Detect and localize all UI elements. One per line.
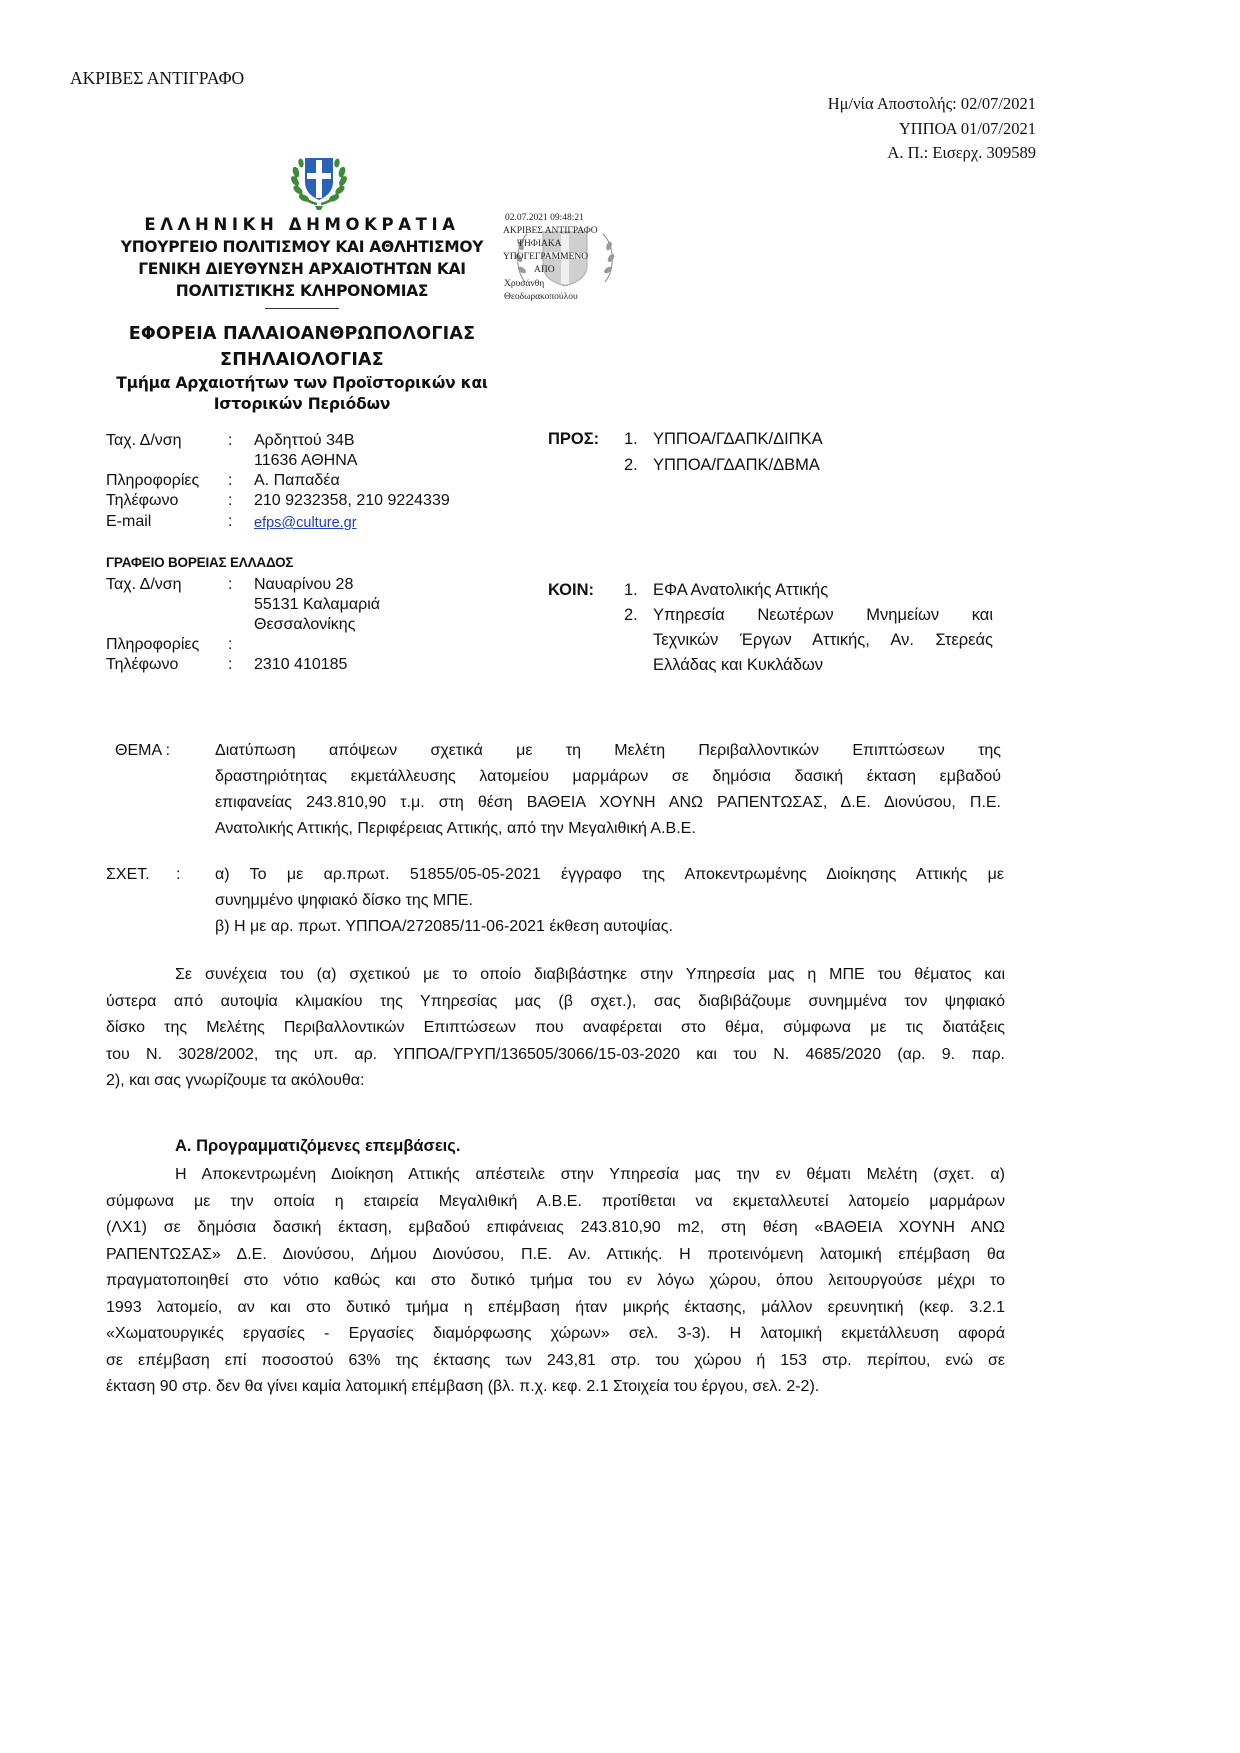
cc-number: 1. [624,581,638,599]
reference-text [215,862,1004,940]
paragraph-line: σύμφωνα με την οποία η εταιρεία Μεγαλιθική Α.Β.Ε. προτίθεται να εκμεταλλευτεί λατομείο μαρμάρων [106,1192,1005,1210]
paragraph-line: ΡΑΠΕΝΤΩΣΑΣ» Δ.Ε. Διονύσου, Δήμου Διονύσου, Π.Ε. Αν. Αττικής. Η προτεινόμενη λατομική επέμβαση θα [106,1245,1005,1263]
protocol-number: Α. Π.: Εισερχ. 309589 [887,143,1036,162]
section-a-title: Α. Προγραμματιζόμενες επεμβάσεις. [175,1137,461,1155]
colon: : [228,636,233,653]
reference-label: ΣΧΕΤ. [106,866,150,883]
ministry-name: ΥΠΟΥΡΓΕΙΟ ΠΟΛΙΤΙΣΜΟΥ ΚΑΙ ΑΘΛΗΤΙΣΜΟΥ [120,238,484,256]
republic-title: ΕΛΛΗΝΙΚΗ ΔΗΜΟΚΡΑΤΙΑ [144,215,460,234]
greek-emblem-icon [287,148,351,210]
reference-line: β) Η με αρ. πρωτ. ΥΠΠΟΑ/272085/11-06-2021 έκθεση αυτοψίας. [215,918,673,935]
header-divider [265,308,339,309]
address-line-1: Ναυαρίνου 28 [254,576,354,593]
ministry-date: ΥΠΠΟΑ 01/07/2021 [898,118,1036,138]
info-label: Πληροφορίες [106,472,200,489]
paragraph-line: 2), και σας γνωρίζουμε τα ακόλουθα: [106,1072,365,1089]
paragraph-line: 1993 λατομείο, αν και στο δυτικό τμήμα η επέμβαση ήταν μικρής έκτασης, μάλλον ερευνητική (κεφ. 3.2.1 [106,1298,1005,1316]
stamp-signer-line-2: Θεοδωρακοπούλου [504,292,578,302]
reference-line: συνημμένο ψηφιακό δίσκο της ΜΠΕ. [215,892,473,909]
cc-label: ΚΟΙΝ: [548,581,594,599]
colon: : [228,656,233,673]
recipients-to [548,427,1008,479]
address-line-1: Αρδηττού 34Β [254,432,355,449]
email-label: E-mail [106,513,152,530]
paragraph-line: «Χωματουργικές εργασίες - Εργασίες διαμόρφωσης χώρων» σελ. 3-3). Η λατομική εκμετάλλευση αφορά [106,1325,1005,1342]
directorate-line-2: ΠΟΛΙΤΙΣΤΙΚΗΣ ΚΛΗΡΟΝΟΜΙΑΣ [175,282,429,300]
paragraph-line: (ΛΧ1) σε δημόσια δασική έκταση, εμβαδού επιφάνειας 243.810,90 m2, στη θέση «ΒΑΘΕΙΑ ΧΟΥΝΗ ΑΝΩ [106,1219,1005,1236]
paragraph-line: σε επέμβαση επί ποσοστού 63% της έκτασης των 243,81 στρ. του χώρου ή 153 στρ. περίπου, ενώ σε [106,1351,1005,1369]
phone-label: Τηλέφωνο [106,492,179,509]
contact-main [106,431,526,541]
cc-item-line: Ελλάδας και Κυκλάδων [653,656,824,674]
dispatch-info [828,92,1036,166]
subject-line: Διατύπωση απόψεων σχετικά με τη Μελέτη Περιβαλλοντικών Επιπτώσεων της [215,742,1001,759]
paragraph-line: Η Αποκεντρωμένη Διοίκηση Αττικής απέστειλε στην Υπηρεσία μας την εν θέματι Μελέτη (σχετ. α) [175,1166,1005,1183]
department-line-2: Ιστορικών Περιόδων [213,395,391,413]
north-office-title: ΓΡΑΦΕΙΟ ΒΟΡΕΙΑΣ ΕΛΛΑΔΟΣ [106,555,294,570]
digital-signature-stamp [503,212,621,304]
colon: : [228,492,233,509]
cc-item-line: Τεχνικών Έργων Αττικής, Αν. Στερεάς [653,631,993,649]
phone-value: 2310 410185 [254,656,348,673]
subject-label: ΘΕΜΑ : [115,742,171,759]
info-value: Α. Παπαδέα [254,472,340,489]
to-label: ΠΡΟΣ: [548,430,600,448]
colon: : [228,513,233,530]
contact-north [106,575,526,675]
send-date: Ημ/νία Αποστολής: 02/07/2021 [827,94,1036,113]
stamp-timestamp: 02.07.2021 09:48:21 [505,213,584,223]
recipients-cc [548,578,1008,682]
subject-text [215,738,1001,842]
email-link[interactable]: efps@culture.gr [254,515,357,531]
recipient-item: ΥΠΠΟΑ/ΓΔΑΠΚ/ΔΙΠΚΑ [653,430,823,448]
subject-block [115,738,1005,846]
copy-label: ΑΚΡΙΒΕΣ ΑΝΤΙΓΡΑΦΟ [70,68,245,88]
paragraph-line: πραγματοποιηθεί στο νότιο καθώς και στο δυτικό τμήμα του εν λόγω χώρου, όπου λειτουργούσε μέχρι το [106,1272,1005,1289]
stamp-line-3: ΑΠΟ [534,265,555,275]
paragraph-line: του Ν. 3028/2002, της υπ. αρ. ΥΠΠΟΑ/ΓΡΥΠ/136505/3066/15-03-2020 και του Ν. 4685/2020 (αρ. 9. παρ. [106,1045,1005,1063]
phone-value: 210 9232358, 210 9224339 [254,492,450,509]
subject-line: Ανατολικής Αττικής, Περιφέρειας Αττικής, από την Μεγαλιθική Α.Β.Ε. [215,820,696,837]
paragraph-line: ύστερα από αυτοψία κλιμακίου της Υπηρεσίας μας (β σχετ.), σας διαβιβάζουμε συνημμένα τον ψηφιακό [106,992,1005,1010]
ephorate-line-2: ΣΠΗΛΑΙΟΛΟΓΙΑΣ [220,350,384,370]
cc-item: ΕΦΑ Ανατολικής Αττικής [653,581,829,599]
directorate-line-1: ΓΕΝΙΚΗ ΔΙΕΥΘΥΝΣΗ ΑΡΧΑΙΟΤΗΤΩΝ ΚΑΙ [138,260,466,278]
colon: : [228,432,233,449]
stamp-signer-line-1: Χρυσάνθη [504,279,545,289]
stamp-copy-label: ΑΚΡΙΒΕΣ ΑΝΤΙΓΡΑΦΟ [503,226,598,236]
ephorate-line-1: ΕΦΟΡΕΙΑ ΠΑΛΑΙΟΑΝΘΡΩΠΟΛΟΓΙΑΣ [128,324,476,344]
recipient-number: 2. [624,456,638,474]
cc-number: 2. [624,606,638,624]
info-label: Πληροφορίες [106,636,200,653]
letterhead [60,214,544,415]
paragraph-line: δίσκο της Μελέτης Περιβαλλοντικών Επιπτώσεων που αναφέρεται στο θέμα, σύμφωνα με τις διατάξεις [106,1019,1005,1036]
colon: : [228,576,233,593]
intro-paragraph [106,962,1005,1095]
reference-block [106,862,1006,944]
address-line-2: 55131 Καλαμαριά [254,596,381,613]
department-line-1: Τμήμα Αρχαιοτήτων των Προϊστορικών και [116,374,488,392]
stamp-line-2: ΥΠΟΓΕΓΡΑΜΜΕΝΟ [503,252,589,262]
paragraph-line: έκταση 90 στρ. δεν θα γίνει καμία λατομική επέμβαση (βλ. π.χ. κεφ. 2.1 Στοιχεία του έργου, σελ. 2-2). [106,1378,820,1395]
address-line-2: 11636 ΑΘΗΝΑ [254,452,358,469]
stamp-line-1: ΨΗΦΙΑΚΑ [517,239,562,249]
cc-item-line: Υπηρεσία Νεωτέρων Μνημείων και [653,606,993,624]
subject-line: επιφανείας 243.810,90 τ.μ. στη θέση ΒΑΘΕΙΑ ΧΟΥΝΗ ΑΝΩ ΡΑΠΕΝΤΩΣΑΣ, Δ.Ε. Διονύσου, Π.Ε. [215,794,1001,811]
recipient-item: ΥΠΠΟΑ/ΓΔΑΠΚ/ΔΒΜΑ [653,456,820,474]
address-line-3: Θεσσαλονίκης [254,616,356,633]
section-a-paragraph [106,1162,1005,1401]
address-label: Ταχ. Δ/νση [106,432,182,449]
address-label: Ταχ. Δ/νση [106,576,182,593]
colon: : [176,866,181,883]
paragraph-line: Σε συνέχεια του (α) σχετικού με το οποίο διαβιβάστηκε στην Υπηρεσία μας η ΜΠΕ του θέματος και [175,966,1005,983]
colon: : [228,472,233,489]
phone-label: Τηλέφωνο [106,656,179,673]
reference-line: α) Το με αρ.πρωτ. 51855/05-05-2021 έγγραφο της Αποκεντρωμένης Διοίκησης Αττικής με [215,866,1004,883]
recipient-number: 1. [624,430,638,448]
subject-line: δραστηριότητας εκμετάλλευσης λατομείου μαρμάρων σε δημόσια δασική έκταση εμβαδού [215,768,1001,785]
